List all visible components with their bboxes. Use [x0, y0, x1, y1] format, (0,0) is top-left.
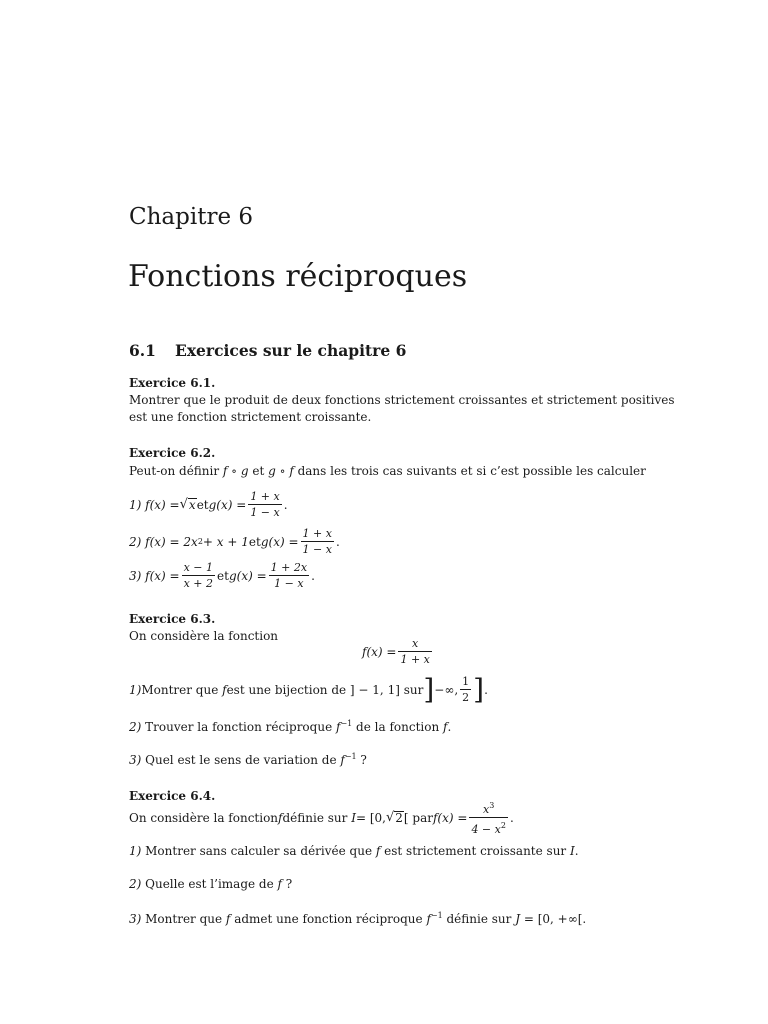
math-expression: f(x) =	[145, 497, 180, 512]
math-variable: f	[222, 682, 227, 697]
radicand: 2	[395, 811, 403, 825]
text-span: et	[196, 497, 209, 512]
item-number: 2)	[129, 720, 142, 734]
exercise-6-1-line: est une fonction strictement croissante.	[129, 409, 372, 424]
text-span: On considère la fonction	[129, 810, 279, 825]
text-span: Quel est le sens de variation de	[141, 753, 341, 767]
section-title: Exercices sur le chapitre 6	[175, 341, 407, 360]
numerator: 1 + 2x	[270, 561, 308, 574]
exercise-6-2-item-2: 2) f(x) = 2x 2 + x + 1 et g(x) = $\frac{1 + x}{1 - x}$ .	[129, 527, 340, 556]
exercise-6-4-intro: On considère la fonction f définie sur I = [0, √ 2 [ par f(x) = $\frac{x^3}{4 - x^2}$ .	[129, 801, 514, 836]
section-heading	[129, 341, 406, 360]
text-span: Montrer que	[141, 912, 226, 926]
numerator: 1 + x	[250, 490, 280, 503]
math-expression: f(x) =	[145, 568, 180, 583]
math-expression: + x + 1	[202, 534, 249, 549]
math-expression: g(x) =	[228, 568, 267, 583]
text-span: = [0, +∞[.	[520, 912, 587, 926]
text-span: ?	[281, 877, 293, 891]
math-variable: f	[335, 720, 341, 734]
math-expression: g(x) =	[260, 534, 299, 549]
exercise-6-2-item-3: 3) f(x) = $\frac{x - 1}{x + 2}$ et g(x) = $\frac{1 + 2x}{1 - x}$ .	[129, 561, 315, 590]
radicand: x	[188, 498, 196, 512]
item-number: 2)	[129, 534, 142, 549]
text-span: ?	[356, 753, 367, 767]
math-variable: f	[340, 753, 345, 767]
exercise-heading-6-2: Exercice 6.2.	[129, 446, 216, 460]
exercise-6-2-intro	[129, 463, 646, 480]
denominator: 1 + x	[400, 653, 430, 666]
exercise-6-3-question-1: 1) Montrer que f est une bijection de ] − 1, 1] sur ] −∞, $\frac{1}{2}$ ] .	[129, 672, 488, 706]
item-number: 2)	[129, 877, 142, 891]
math-expression: g(x) =	[208, 497, 247, 512]
item-number: 1)	[129, 682, 142, 697]
exercise-heading-6-4: Exercice 6.4.	[129, 789, 216, 803]
text-span: Quelle est l’image de	[141, 877, 278, 891]
math-variable: f	[225, 912, 231, 926]
chapter-title: Fonctions réciproques	[128, 259, 468, 294]
math-expression: f(x) =	[362, 644, 397, 659]
exercise-6-1-text	[129, 392, 675, 425]
item-number: 1)	[129, 844, 142, 858]
math-variable: x	[483, 803, 490, 816]
exponent: −1	[344, 752, 357, 761]
text-span: de la fonction	[352, 720, 443, 734]
text-span: Peut-on définir	[129, 464, 223, 478]
math-expression: f(x) = 2x	[145, 534, 198, 549]
item-number: 3)	[129, 912, 142, 926]
fraction	[301, 527, 334, 556]
numerator: 1	[462, 675, 470, 688]
text-span: et	[248, 464, 269, 478]
text-span: = [0,	[355, 810, 386, 825]
fraction	[182, 561, 215, 590]
math-variable: J	[515, 912, 521, 926]
exercise-heading-6-1: Exercice 6.1.	[129, 376, 216, 390]
exponent: −1	[430, 911, 443, 920]
text-span: .	[447, 720, 452, 734]
denominator	[469, 819, 508, 836]
numerator: x	[412, 637, 419, 650]
math-composition: g ∘ f	[268, 464, 294, 478]
exponent: 2	[500, 821, 506, 830]
numerator: x − 1	[183, 561, 214, 574]
text-span: Montrer que	[141, 682, 219, 697]
exercise-6-3-intro: On considère la fonction	[129, 629, 279, 643]
math-expression: −∞,	[434, 682, 459, 697]
exponent: 2	[197, 537, 203, 546]
item-number: 1)	[129, 497, 142, 512]
fraction	[398, 637, 431, 666]
sqrt-expression: √ x	[179, 497, 196, 512]
exercise-6-3-question-2	[129, 716, 451, 736]
exercise-6-3-display-formula	[362, 637, 434, 666]
chapter-label: Chapitre 6	[129, 204, 253, 230]
math-expression: f(x) =	[432, 810, 468, 825]
text-span: définie sur	[282, 810, 348, 825]
numerator: 1 + x	[302, 527, 332, 540]
denominator: 2	[462, 691, 470, 704]
sqrt-expression: √ 2	[385, 810, 403, 825]
math-expression: 4 − x	[471, 823, 501, 836]
text-span: est strictement croissante sur	[380, 844, 570, 858]
exponent: −1	[340, 719, 353, 728]
text-span: et	[248, 534, 261, 549]
exercise-6-2-item-1: 1) f(x) = √ x et g(x) = $\frac{1 + x}{1 - x}$ .	[129, 490, 288, 519]
text-span: et	[217, 568, 229, 583]
math-variable: I	[351, 810, 356, 825]
text-span: admet une fonction réciproque	[230, 912, 427, 926]
denominator: 1 − x	[250, 506, 280, 519]
exponent: 3	[489, 801, 495, 810]
denominator: 1 − x	[274, 577, 304, 590]
math-variable: f	[426, 912, 431, 926]
math-variable: f	[443, 720, 448, 734]
text-span: [ par	[403, 810, 433, 825]
text-span: définie sur	[442, 912, 516, 926]
text-span: dans les trois cas suivants et si c’est possible les calculer	[293, 464, 646, 478]
item-number: 3)	[129, 753, 142, 767]
fraction	[460, 675, 471, 704]
exercise-6-1-line: Montrer que le produit de deux fonctions strictement croissantes et strictement positives	[129, 393, 675, 407]
exercise-6-4-question-3	[129, 908, 586, 928]
text-span: est une bijection de ] − 1, 1] sur	[226, 682, 424, 697]
denominator: x + 2	[183, 577, 214, 590]
fraction	[248, 490, 281, 519]
exercise-6-4-question-1	[129, 843, 579, 860]
math-variable: f	[375, 844, 381, 858]
fraction	[269, 561, 309, 590]
math-variable: f	[277, 877, 282, 891]
denominator: 1 − x	[302, 543, 332, 556]
item-number: 3)	[129, 568, 142, 583]
text-span: .	[574, 844, 579, 858]
math-composition: f ∘ g	[222, 464, 249, 478]
math-variable: I	[569, 844, 575, 858]
exercise-6-3-question-3	[129, 749, 367, 769]
text-span: Trouver la fonction réciproque	[141, 720, 336, 734]
section-number: 6.1	[129, 341, 156, 360]
math-variable: f	[278, 810, 283, 825]
numerator	[481, 799, 496, 816]
exercise-6-4-question-2	[129, 876, 292, 893]
text-span: Montrer sans calculer sa dérivée que	[141, 844, 376, 858]
fraction	[469, 799, 508, 836]
exercise-heading-6-3: Exercice 6.3.	[129, 612, 216, 626]
